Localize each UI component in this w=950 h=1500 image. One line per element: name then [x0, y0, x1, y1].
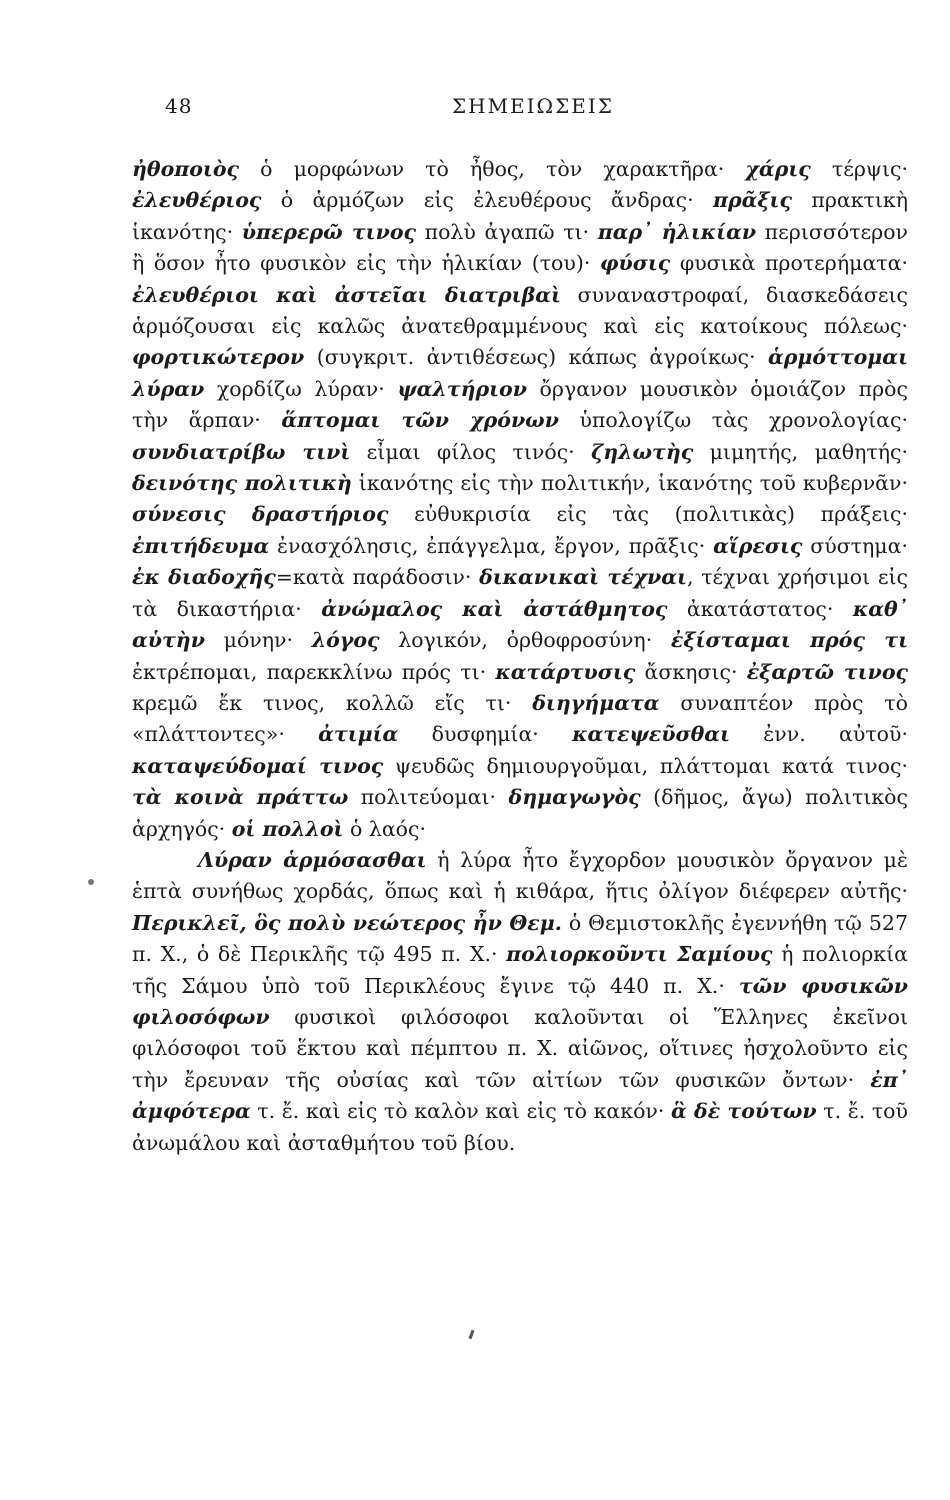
gloss-term: ἁρμόττομαι λύραν — [132, 345, 908, 401]
gloss-definition: εἶμαι φίλος τινός· — [350, 439, 592, 464]
gloss-term: δεινότης πολιτικὴ — [132, 471, 352, 496]
gloss-term: καταψεύδομαί τινος — [132, 753, 384, 778]
note-text: φυσικοὶ φιλόσοφοι καλοῦνται οἱ Ἕλληνες ἐκεῖνοι φιλόσοφοι τοῦ ἕκτου καὶ πέμπτου π. Χ. αἰῶνος, οἵτινες ἠσχολοῦντο εἰς τὴν ἔρευναν τῆς οὐσίας καὶ τῶν αἰτίων τῶν φυσικῶν ὄντων· — [132, 1004, 908, 1092]
gloss-definition: φυσικὰ προτερήματα· — [670, 251, 908, 276]
gloss-definition: λογικόν, ὀρθοφροσύνη· — [379, 628, 671, 653]
gloss-definition: (δῆμος, ἄγω) πολιτικὸς ἀρχηγός· — [132, 785, 908, 841]
gloss-definition: πολὺ ἀγαπῶ τι· — [416, 219, 598, 244]
gloss-definition: ὄργανον μουσικὸν ὁμοιάζον πρὸς τὴν ἅρπαν· — [132, 376, 909, 433]
gloss-definition: ὁ λαός· — [343, 816, 427, 841]
gloss-term: παρ᾽ ἡλικίαν — [597, 219, 757, 244]
gloss-term: ἐλευθέριοι καὶ ἀστεῖαι διατριβαὶ — [132, 282, 561, 307]
gloss-definition: πολιτεύομαι· — [348, 785, 509, 810]
gloss-definition: ὁ ἁρμόζων εἰς ἐλευθέρους ἄνδρας· — [261, 188, 713, 213]
note-term: Λύραν ἁρμόσασθαι — [198, 847, 427, 872]
gloss-term: δημαγωγὸς — [508, 785, 641, 810]
note-text: τ. ἔ. καὶ εἰς τὸ καλὸν καὶ εἰς τὸ κακόν· — [250, 1099, 672, 1124]
gloss-term: φορτικώτερον — [132, 345, 305, 370]
gloss-term: ἐξίσταμαι πρός τι — [670, 628, 908, 653]
gloss-term: ἀτιμία — [318, 722, 399, 747]
gloss-term: ἀνώμαλος καὶ ἀστάθμητος — [321, 596, 668, 621]
margin-dot — [88, 879, 94, 885]
note-term: ἃ δὲ τούτων — [671, 1099, 817, 1124]
gloss-definition: ψευδῶς δημιουργοῦμαι, πλάττομαι κατά τινος· — [383, 753, 908, 778]
gloss-term: ἐκ διαδοχῆς — [132, 565, 276, 590]
running-head: ΣΗΜΕΙΩΣΕΙΣ — [452, 94, 614, 118]
gloss-definition: ἱκανότης εἰς τὴν πολιτικήν, ἱκανότης τοῦ κυβερνᾶν· — [351, 471, 908, 496]
gloss-definition: (συγκριτ. ἀντιθέσεως) κάπως ἀγροίκως· — [304, 345, 768, 370]
gloss-term: ἐπιτήδευμα — [132, 533, 270, 558]
gloss-definition: μιμητής, μαθητής· — [693, 439, 908, 464]
gloss-definition: ἄσκησις· — [635, 659, 747, 684]
gloss-definition: σύστημα· — [802, 533, 908, 558]
gloss-definition: χορδίζω λύραν· — [204, 376, 398, 401]
note-term: ἐπ᾽ ἀμφότερα — [132, 1067, 908, 1124]
gloss-term: δικανικαὶ τέχναι — [479, 565, 687, 590]
gloss-definition: συναναστροφαί, διασκεδάσεις ἁρμόζουσαι εἰς καλῶς ἀνατεθραμμένους καὶ εἰς κατοίκους πόλεως· — [132, 282, 908, 339]
gloss-definition: ἀκατάστατος· — [667, 596, 853, 621]
page-number: 48 — [165, 94, 193, 118]
gloss-definition: ἐνασχόλησις, ἐπάγγελμα, ἔργον, πρᾶξις· — [269, 533, 714, 558]
gloss-term: φύσις — [599, 251, 671, 276]
gloss-term: ἠθοποιὸς — [132, 157, 240, 181]
note-text: ἡ λύρα ἦτο ἔγχορδον μουσικὸν ὄργανον μὲ ἑπτὰ συνήθως χορδάς, ὅπως καὶ ἡ κιθάρα, ἥτις ὀλίγον διέφερεν αὐτῆς· — [132, 847, 909, 904]
note-term: Περικλεῖ, ὃς πολὺ νεώτερος ἦν Θεμ. — [132, 910, 562, 935]
gloss-term: ζηλωτὴς — [591, 439, 694, 464]
gloss-definition: =κατὰ παράδοσιν· — [275, 565, 480, 590]
gloss-term: πρᾶξις — [712, 188, 792, 213]
gloss-term: ἐλευθέριος — [132, 188, 262, 213]
gloss-definition: συναπτέον πρὸς τὸ «πλάττοντες»· — [132, 690, 908, 747]
gloss-definition: ὑπολογίζω τὰς χρονολογίας· — [558, 408, 909, 433]
gloss-definition: μόνην· — [204, 628, 312, 653]
gloss-term: λόγος — [311, 628, 380, 653]
gloss-term: καθ᾽ αὑτὴν — [132, 596, 908, 653]
gloss-definition: εὐθυκρισία εἰς τὰς (πολιτικὰς) πράξεις· — [388, 502, 908, 527]
gloss-definition: τέρψις· — [810, 157, 908, 181]
note-term: τῶν φυσικῶν φιλοσόφων — [132, 973, 908, 1029]
note-text: ὁ Θεμιστοκλῆς ἐγεννήθη τῷ 527 π. Χ., ὁ δὲ Περικλῆς τῷ 495 π. Χ.· — [132, 910, 908, 967]
gloss-term: κατεψεῦσθαι — [572, 722, 730, 747]
gloss-definition: ἐκτρέπομαι, παρεκκλίνω πρός τι· — [132, 659, 496, 684]
gloss-term: ὑπερερῶ τινος — [241, 219, 416, 244]
gloss-definition: , τέχναι χρήσιμοι εἰς τὰ δικαστήρια· — [132, 565, 908, 621]
gloss-definition: περισσότερον ἢ ὅσον ἦτο φυσικὸν εἰς τὴν ἡλικίαν (του)· — [132, 219, 909, 276]
gloss-term: ψαλτήριον — [397, 376, 527, 401]
gloss-term: κατάρτυσις — [495, 659, 636, 684]
gloss-term: ἐξαρτῶ τινος — [746, 659, 908, 684]
note-term: πολιορκοῦντι Σαμίους — [506, 942, 773, 967]
page-header — [0, 94, 950, 124]
notes-paragraph — [132, 845, 908, 1159]
gloss-definition: ὁ μορφώνων τὸ ἦθος, τὸν χαρακτῆρα· — [239, 157, 746, 181]
note-text: τ. ἔ. τοῦ ἀνωμάλου καὶ ἀσταθμήτου τοῦ βίου. — [132, 1099, 908, 1155]
gloss-definition: δυσφημία· — [398, 722, 573, 747]
stray-ink-mark — [469, 1330, 475, 1339]
gloss-definition: πρακτικὴ ἱκανότης· — [132, 188, 908, 244]
gloss-definition: ἐνν. αὐτοῦ· — [729, 722, 908, 747]
gloss-term: διηγήματα — [532, 690, 660, 715]
gloss-term: συνδιατρίβω τινὶ — [132, 439, 351, 464]
gloss-definition: κρεμῶ ἔκ τινος, κολλῶ εἴς τι· — [132, 690, 533, 715]
gloss-term: ἅπτομαι τῶν χρόνων — [281, 408, 559, 433]
gloss-term: χάρις — [745, 157, 811, 181]
glossary-paragraph — [132, 154, 908, 845]
gloss-term: αἵρεσις — [713, 533, 803, 558]
note-text: ἡ πολιορκία τῆς Σάμου ὑπὸ τοῦ Περικλέους ἔγινε τῷ 440 π. Χ.· — [132, 942, 908, 998]
gloss-term: οἱ πολλοὶ — [231, 816, 344, 841]
gloss-term: σύνεσις δραστήριος — [132, 502, 389, 527]
gloss-term: τὰ κοινὰ πράττω — [132, 785, 349, 810]
notes-body — [132, 154, 908, 1159]
